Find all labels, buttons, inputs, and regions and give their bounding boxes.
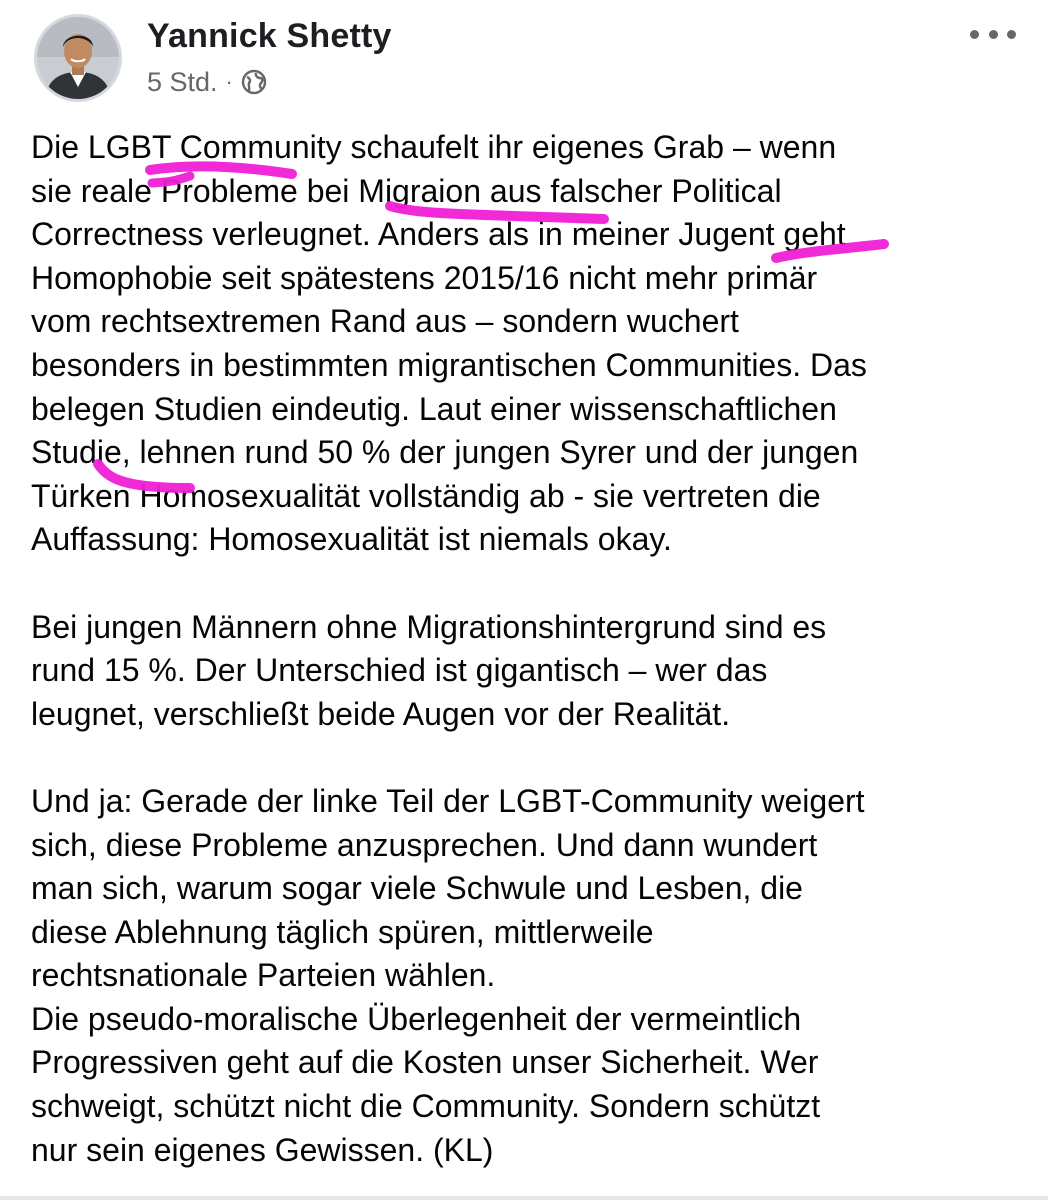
more-dot bbox=[1007, 30, 1016, 39]
more-dot bbox=[989, 30, 998, 39]
avatar-photo bbox=[37, 17, 119, 99]
post-meta bbox=[147, 64, 267, 100]
post-timestamp[interactable]: 5 Std. bbox=[147, 66, 218, 97]
post-paragraph-2: Bei jungen Männern ohne Migrationshintergrund sind es rund 15 %. Der Unterschied ist gigantisch – wer das leugnet, verschließt beide Augen vor der Realität. bbox=[31, 608, 827, 732]
post-body bbox=[31, 126, 1021, 1172]
more-dot bbox=[970, 30, 979, 39]
post-bottom-divider bbox=[0, 1196, 1048, 1200]
post-paragraph-3: Und ja: Gerade der linke Teil der LGBT-Community weigert sich, diese Probleme anzusprechen. Und dann wundert man sich, warum sogar viele Schwule und Lesben, die diese Ablehnung täglich spüren, mittlerweile rechtsnationale Parteien wählen. Die pseudo-moralische Überlegenheit der vermeintlich Progressiven geht auf die Kosten unser Sicherheit. Wer schweigt, schützt nicht die Community. Sondern schützt nur sein eigenes Gewissen. (KL) bbox=[31, 782, 865, 1168]
meta-separator: · bbox=[225, 69, 233, 94]
author-avatar[interactable] bbox=[34, 14, 122, 102]
more-options-icon[interactable] bbox=[970, 22, 1016, 46]
author-name[interactable]: Yannick Shetty bbox=[147, 17, 392, 55]
globe-icon[interactable] bbox=[241, 69, 267, 95]
post-paragraph-1: Die LGBT Community schaufelt ihr eigenes Grab – wenn sie reale Probleme bei Migraion aus falscher Political Correctness verleugnet. Anders als in meiner Jugent geht Homophobie seit spätestens 2015/16 nicht mehr primär vom rechtsextremen Rand aus – sondern wuchert besonders in bestimmten migrantischen Communities. Das belegen Studien eindeutig. Laut einer wissenschaftlichen Studie, lehnen rund 50 % der jungen Syrer und der jungen Türken Homosexualität vollständig ab - sie vertreten die Auffassung: Homosexualität ist niemals okay. bbox=[31, 129, 867, 558]
